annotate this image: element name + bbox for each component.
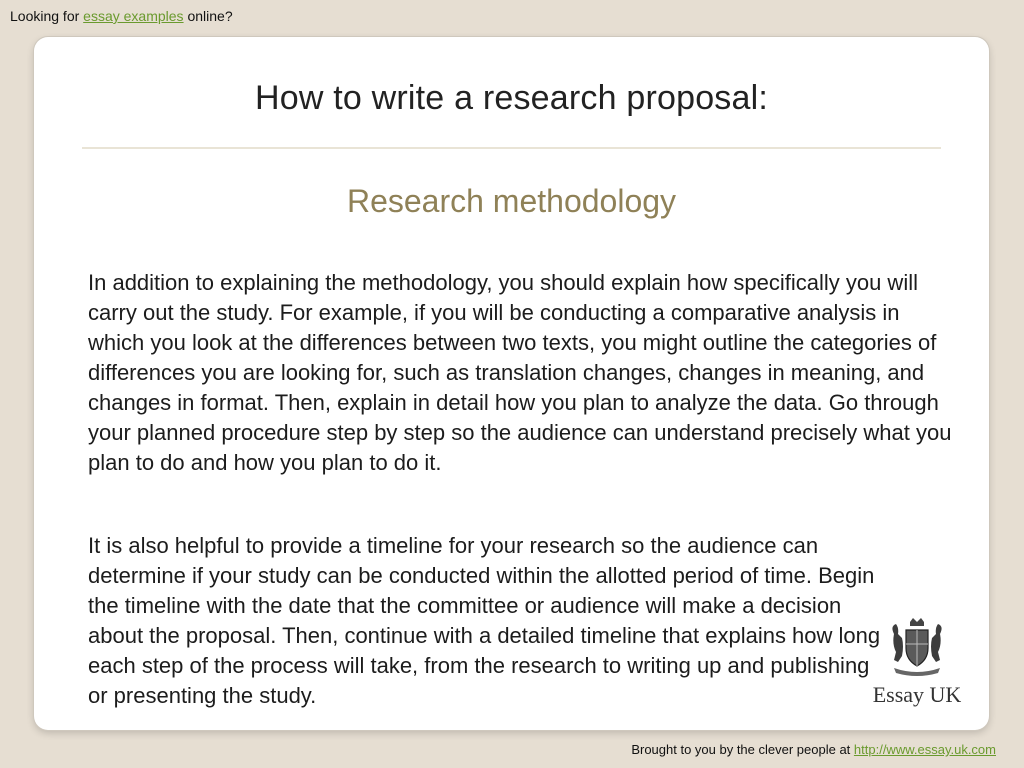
essay-examples-link[interactable]: essay examples: [83, 8, 184, 24]
title-divider: [82, 147, 941, 149]
top-banner: [10, 8, 233, 24]
slide-title: How to write a research proposal:: [254, 79, 769, 117]
bottom-banner-prefix: Brought to you by the clever people at: [631, 742, 854, 757]
slide-card: [34, 37, 989, 730]
logo-text: Essay UK: [872, 682, 962, 707]
section-title: Research methodology: [346, 183, 677, 219]
paragraph-methodology: In addition to explaining the methodology, you should explain how specifically you will carry out the study. For example, if you will be conducting a comparative analysis in which you look at the differences between two texts, you might outline the categories of differences you are looking for, such as translation changes, changes in meaning, and changes in format. Then, explain in detail how you plan to analyze the data. Go through your planned procedure step by step so the audience can understand precisely what you plan to do and how you plan to do it.: [88, 270, 952, 475]
top-banner-prefix: Looking for: [10, 8, 84, 24]
bottom-banner: [631, 742, 996, 757]
essay-uk-url-link[interactable]: http://www.essay.uk.com: [853, 742, 996, 757]
top-banner-suffix: online?: [183, 8, 233, 24]
essay-uk-logo: [867, 616, 967, 708]
paragraph-timeline: It is also helpful to provide a timeline for your research so the audience can determine if your study can be conducted within the allotted period of time. Begin the timeline with the date that the committee or audience will make a decision about the proposal. Then, continue with a detailed timeline that explains how long each step of the process will take, from the research to writing up and publishing or presenting the study.: [88, 533, 881, 708]
coat-of-arms-icon: [886, 616, 948, 678]
